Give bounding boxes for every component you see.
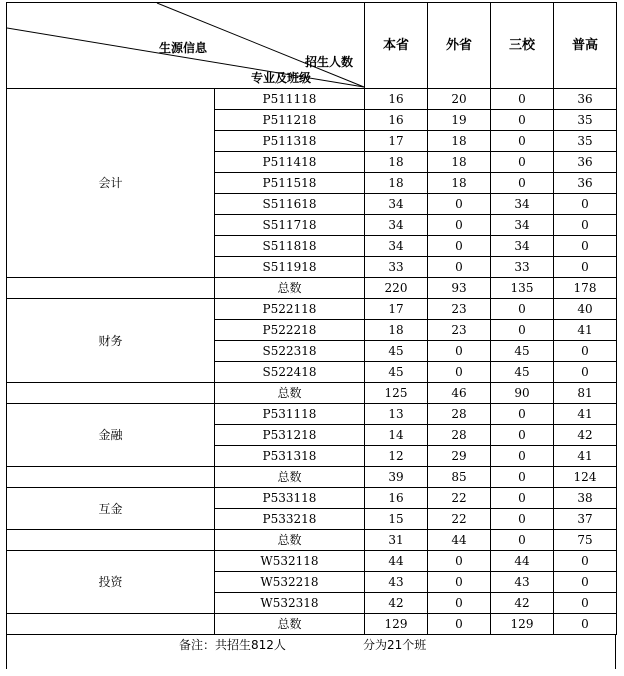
count-cell: 42	[491, 593, 554, 614]
count-cell: 0	[491, 299, 554, 320]
header-major-label: 专业及班级	[251, 71, 312, 85]
enrollment-table	[6, 2, 617, 635]
col-header-three-schools: 三校	[491, 3, 554, 89]
total-count-cell: 81	[554, 383, 617, 404]
count-cell: 34	[365, 215, 428, 236]
total-count-cell: 125	[365, 383, 428, 404]
count-cell: 34	[491, 236, 554, 257]
total-row	[7, 383, 617, 404]
table-row	[7, 488, 617, 509]
class-code-cell: P533118	[215, 488, 365, 509]
count-cell: 28	[428, 425, 491, 446]
count-cell: 37	[554, 509, 617, 530]
total-count-cell: 135	[491, 278, 554, 299]
total-count-cell: 0	[554, 614, 617, 635]
count-cell: 0	[491, 446, 554, 467]
enrollment-document	[6, 2, 616, 669]
count-cell: 13	[365, 404, 428, 425]
total-label-cell: 总数	[215, 383, 365, 404]
diagonal-header-cell	[7, 3, 365, 89]
total-count-cell: 44	[428, 530, 491, 551]
count-cell: 22	[428, 488, 491, 509]
total-count-cell: 129	[491, 614, 554, 635]
col-header-local: 本省	[365, 3, 428, 89]
note-classes: 分为21个班	[363, 638, 427, 652]
count-cell: 22	[428, 509, 491, 530]
count-cell: 40	[554, 299, 617, 320]
count-cell: 16	[365, 89, 428, 110]
count-cell: 41	[554, 404, 617, 425]
count-cell: 0	[554, 194, 617, 215]
count-cell: 15	[365, 509, 428, 530]
total-count-cell: 0	[491, 530, 554, 551]
header-source-label: 生源信息	[159, 41, 208, 55]
class-code-cell: S522418	[215, 362, 365, 383]
major-cell: 金融	[7, 404, 215, 467]
count-cell: 18	[365, 152, 428, 173]
table-row	[7, 551, 617, 572]
count-cell: 42	[554, 425, 617, 446]
total-blank-cell	[7, 383, 215, 404]
count-cell: 0	[428, 194, 491, 215]
count-cell: 0	[491, 152, 554, 173]
count-cell: 33	[491, 257, 554, 278]
total-count-cell: 178	[554, 278, 617, 299]
count-cell: 0	[428, 341, 491, 362]
total-blank-cell	[7, 467, 215, 488]
count-cell: 38	[554, 488, 617, 509]
class-code-cell: P522118	[215, 299, 365, 320]
class-code-cell: P511118	[215, 89, 365, 110]
count-cell: 0	[554, 215, 617, 236]
count-cell: 0	[554, 236, 617, 257]
count-cell: 29	[428, 446, 491, 467]
col-header-outer: 外省	[428, 3, 491, 89]
class-code-cell: P511218	[215, 110, 365, 131]
count-cell: 43	[491, 572, 554, 593]
total-count-cell: 75	[554, 530, 617, 551]
count-cell: 0	[554, 362, 617, 383]
count-cell: 23	[428, 299, 491, 320]
class-code-cell: W532318	[215, 593, 365, 614]
total-label-cell: 总数	[215, 530, 365, 551]
count-cell: 41	[554, 446, 617, 467]
total-row	[7, 614, 617, 635]
count-cell: 20	[428, 89, 491, 110]
count-cell: 12	[365, 446, 428, 467]
total-count-cell: 0	[428, 614, 491, 635]
count-cell: 0	[428, 551, 491, 572]
total-blank-cell	[7, 614, 215, 635]
count-cell: 17	[365, 299, 428, 320]
count-cell: 34	[491, 215, 554, 236]
count-cell: 34	[365, 194, 428, 215]
count-cell: 34	[365, 236, 428, 257]
header-count-label: 招生人数	[305, 55, 354, 69]
count-cell: 23	[428, 320, 491, 341]
count-cell: 0	[491, 509, 554, 530]
class-code-cell: P533218	[215, 509, 365, 530]
count-cell: 0	[491, 425, 554, 446]
total-count-cell: 90	[491, 383, 554, 404]
class-code-cell: S511718	[215, 215, 365, 236]
count-cell: 0	[491, 131, 554, 152]
note-total: 备注：共招生812人	[179, 638, 286, 652]
count-cell: 0	[491, 320, 554, 341]
major-cell: 投资	[7, 551, 215, 614]
count-cell: 0	[491, 110, 554, 131]
class-code-cell: P531218	[215, 425, 365, 446]
count-cell: 0	[428, 257, 491, 278]
count-cell: 36	[554, 89, 617, 110]
total-count-cell: 0	[491, 467, 554, 488]
total-label-cell: 总数	[215, 614, 365, 635]
class-code-cell: P522218	[215, 320, 365, 341]
count-cell: 36	[554, 152, 617, 173]
total-row	[7, 278, 617, 299]
total-blank-cell	[7, 530, 215, 551]
table-row	[7, 299, 617, 320]
count-cell: 36	[554, 173, 617, 194]
count-cell: 17	[365, 131, 428, 152]
total-blank-cell	[7, 278, 215, 299]
count-cell: 0	[428, 236, 491, 257]
class-code-cell: P511418	[215, 152, 365, 173]
count-cell: 16	[365, 110, 428, 131]
count-cell: 0	[491, 173, 554, 194]
count-cell: 0	[554, 257, 617, 278]
count-cell: 19	[428, 110, 491, 131]
count-cell: 18	[365, 173, 428, 194]
class-code-cell: W532218	[215, 572, 365, 593]
table-body	[7, 3, 617, 635]
total-label-cell: 总数	[215, 278, 365, 299]
total-row	[7, 467, 617, 488]
count-cell: 18	[428, 152, 491, 173]
count-cell: 0	[554, 341, 617, 362]
count-cell: 35	[554, 131, 617, 152]
count-cell: 0	[491, 404, 554, 425]
class-code-cell: P511318	[215, 131, 365, 152]
count-cell: 0	[491, 488, 554, 509]
count-cell: 28	[428, 404, 491, 425]
major-cell: 财务	[7, 299, 215, 383]
class-code-cell: S511918	[215, 257, 365, 278]
total-count-cell: 85	[428, 467, 491, 488]
count-cell: 42	[365, 593, 428, 614]
total-label-cell: 总数	[215, 467, 365, 488]
col-header-general-high: 普高	[554, 3, 617, 89]
total-count-cell: 93	[428, 278, 491, 299]
count-cell: 0	[428, 215, 491, 236]
count-cell: 0	[554, 551, 617, 572]
count-cell: 0	[554, 593, 617, 614]
class-code-cell: S522318	[215, 341, 365, 362]
count-cell: 18	[365, 320, 428, 341]
count-cell: 45	[491, 341, 554, 362]
class-code-cell: P531118	[215, 404, 365, 425]
total-count-cell: 46	[428, 383, 491, 404]
table-row	[7, 404, 617, 425]
count-cell: 45	[491, 362, 554, 383]
class-code-cell: S511618	[215, 194, 365, 215]
total-count-cell: 220	[365, 278, 428, 299]
header-row	[7, 3, 617, 89]
major-cell: 会计	[7, 89, 215, 278]
count-cell: 45	[365, 341, 428, 362]
class-code-cell: P511518	[215, 173, 365, 194]
total-count-cell: 129	[365, 614, 428, 635]
count-cell: 0	[428, 593, 491, 614]
count-cell: 18	[428, 131, 491, 152]
count-cell: 43	[365, 572, 428, 593]
count-cell: 16	[365, 488, 428, 509]
class-code-cell: S511818	[215, 236, 365, 257]
count-cell: 41	[554, 320, 617, 341]
total-count-cell: 39	[365, 467, 428, 488]
count-cell: 0	[428, 572, 491, 593]
note-row	[6, 635, 616, 669]
total-row	[7, 530, 617, 551]
count-cell: 44	[491, 551, 554, 572]
count-cell: 14	[365, 425, 428, 446]
count-cell: 0	[554, 572, 617, 593]
count-cell: 18	[428, 173, 491, 194]
count-cell: 45	[365, 362, 428, 383]
count-cell: 35	[554, 110, 617, 131]
count-cell: 44	[365, 551, 428, 572]
class-code-cell: W532118	[215, 551, 365, 572]
major-cell: 互金	[7, 488, 215, 530]
count-cell: 0	[491, 89, 554, 110]
total-count-cell: 124	[554, 467, 617, 488]
count-cell: 34	[491, 194, 554, 215]
class-code-cell: P531318	[215, 446, 365, 467]
count-cell: 33	[365, 257, 428, 278]
total-count-cell: 31	[365, 530, 428, 551]
count-cell: 0	[428, 362, 491, 383]
table-row	[7, 89, 617, 110]
